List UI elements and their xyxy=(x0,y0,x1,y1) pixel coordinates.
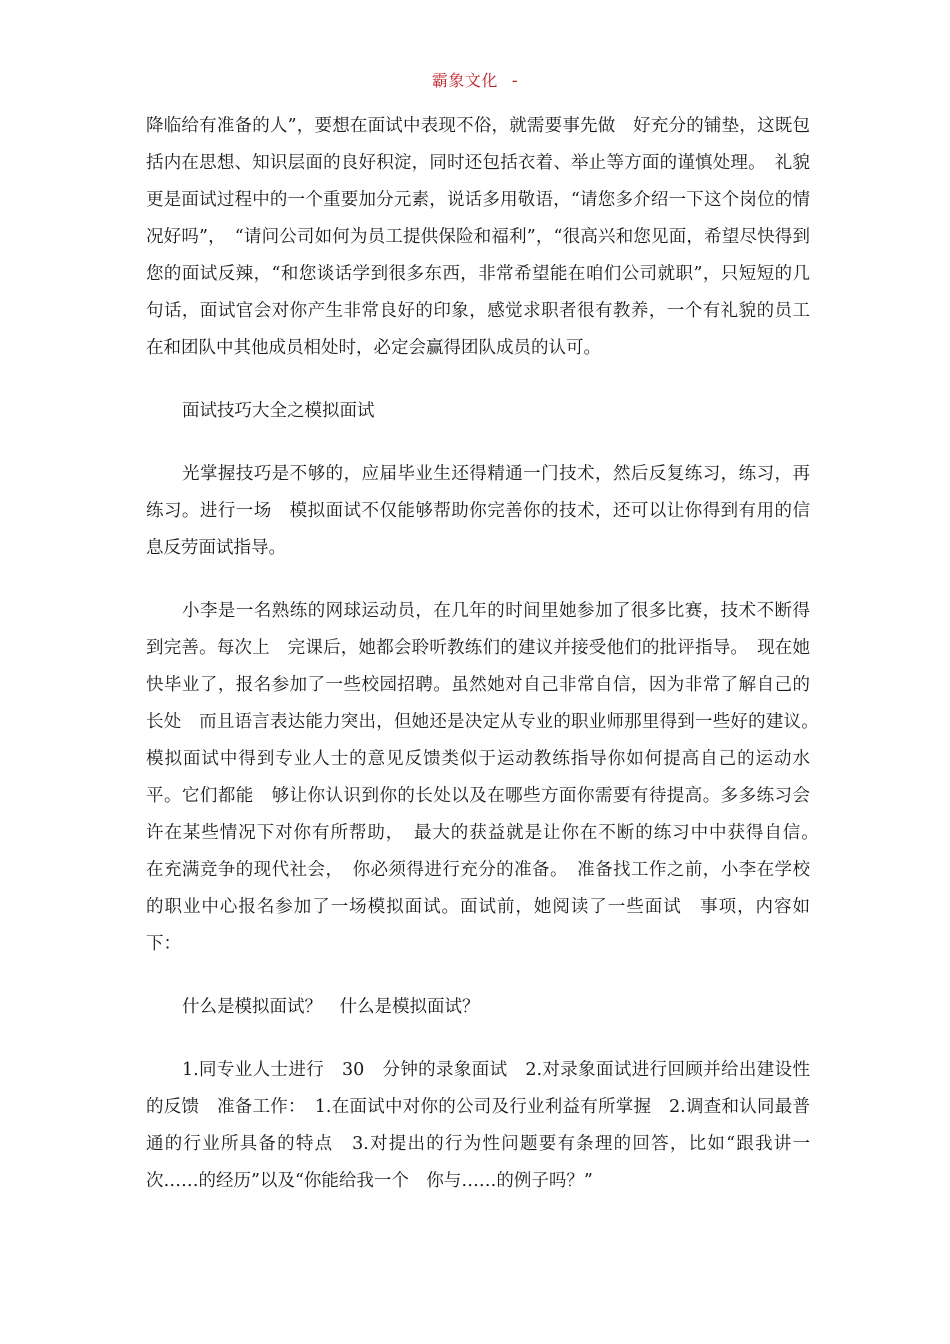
document-body xyxy=(146,108,828,1226)
header-brand: 霸象文化 xyxy=(431,71,498,90)
paragraph-preparation-list: 1.同专业人士进行 30 分钟的录象面试 2.对录象面试进行回顾并给出建设性的反馈 准备工作： 1.在面试中对你的公司及行业利益有所掌握 2.调查和认同最普通的行业所具备的特点 3.对提出的行为性问题要有条理的回答，比如“跟我讲一次……的经历”以及“你能给我一个 你与……的例子吗？” xyxy=(146,1060,810,1191)
header-dash: - xyxy=(511,71,519,90)
paragraph-xiaoli-story: 小李是一名熟练的网球运动员，在几年的时间里她参加了很多比赛，技术不断得到完善。每次上 完课后，她都会聆听教练们的建议并接受他们的批评指导。 现在她快毕业了，报名参加了一些校园招聘。虽然她对自己非常自信，因为非常了解自己的长处 而且语言表达能力突出，但她还是决定从专业的职业师那里得到一些好的建议。 模拟面试中得到专业人士的意见反馈类似于运动教练指导你如何提高自己的运动水平。它们都能 够让你认识到你的长处以及在哪些方面你需要有待提高。多多练习会许在某些情况下对你有所帮助， 最大的获益就是让你在不断的练习中中获得自信。 在充满竞争的现代社会， 你必须得进行充分的准备。 准备找工作之前，小李在学校的职业中心报名参加了一场模拟面试。面试前，她阅读了一些面试 事项，内容如下： xyxy=(146,601,828,954)
paragraph-etiquette: 降临给有准备的人”，要想在面试中表现不俗，就需要事先做 好充分的铺垫，这既包括内在思想、知识层面的良好积淀，同时还包括衣着、举止等方面的谨慎处理。 礼貌更是面试过程中的一个重要加分元素，说话多用敬语，“请您多介绍一下这个岗位的情况好吗”， “请问公司如何为员工提供保险和福利”，“很高兴和您见面，希望尽快得到您的面试反辣，“和您谈话学到很多东西，非常希望能在咱们公司就职”，只短短的几句话，面试官会对你产生非常良好的印象，感觉求职者很有教养，一个有礼貌的员工在和团队中其他成员相处时，必定会赢得团队成员的认可。 xyxy=(146,116,810,358)
paragraph-practice: 光掌握技巧是不够的，应届毕业生还得精通一门技术，然后反复练习，练习，再练习。进行一场 模拟面试不仅能够帮助你完善你的技术，还可以让你得到有用的信息反劳面试指导。 xyxy=(146,464,810,558)
page-header xyxy=(0,68,950,91)
section-heading-mock-interview: 面试技巧大全之模拟面试 xyxy=(182,401,375,421)
paragraph-what-is-mock-interview: 什么是模拟面试？ 什么是模拟面试？ xyxy=(182,997,480,1017)
